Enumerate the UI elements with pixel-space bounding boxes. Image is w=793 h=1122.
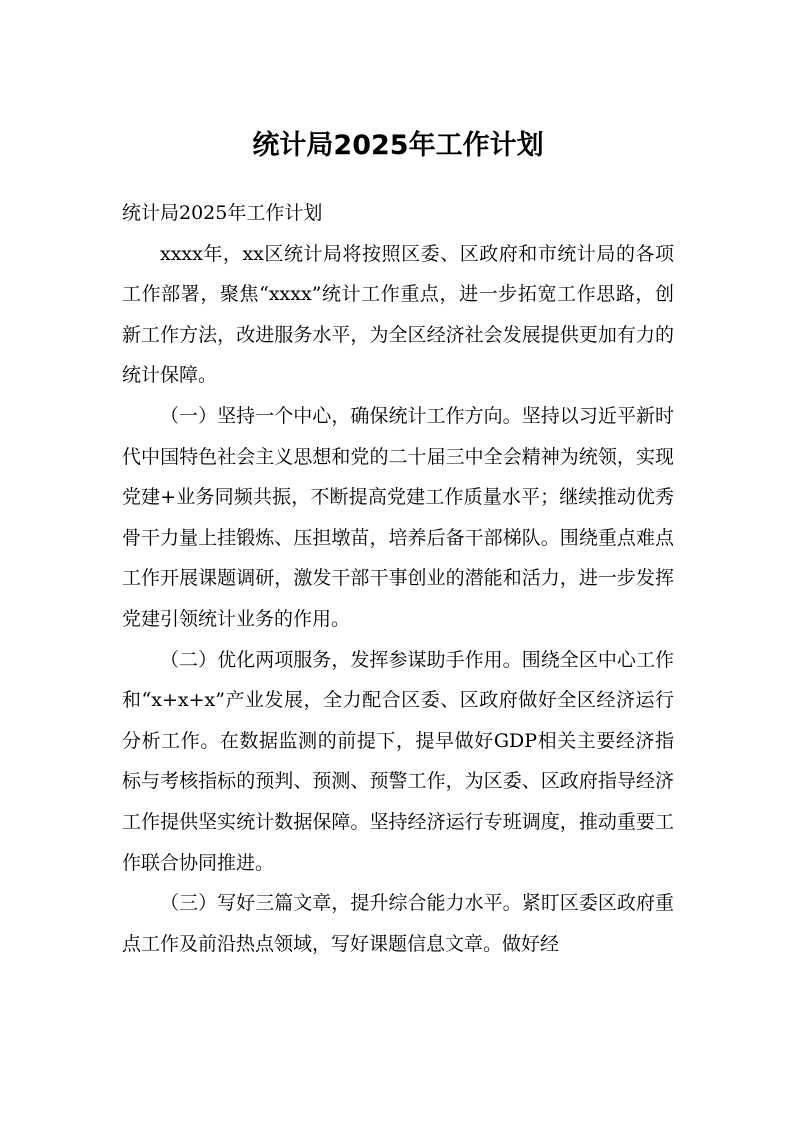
paragraph-section-2: （二）优化两项服务，发挥参谋助手作用。围绕全区中心工作和“x+x+x”产业发展，全力配合区委、区政府做好全区经济运行分析工作。在数据监测的前提下，提早做好GDP相关主要经济指标与考核指标的预判、预测、预警工作，为区委、区政府指导经济工作提供坚实统计数据保障。坚持经济运行专班调度，推动重要工作联合协同推进。	[122, 648, 674, 874]
paragraph-intro: xxxx年，xx区统计局将按照区委、区政府和市统计局的各项工作部署，聚焦“xxxx”统计工作重点，进一步拓宽工作思路，创新工作方法，改进服务水平，为全区经济社会发展提供更加有力的统计保障。	[122, 242, 674, 387]
document-title: 统计局2025年工作计划	[252, 130, 544, 161]
document-body	[122, 193, 674, 964]
paragraph-section-1: （一）坚持一个中心，确保统计工作方向。坚持以习近平新时代中国特色社会主义思想和党的二十届三中全会精神为统领，实现党建+业务同频共振，不断提高党建工作质量水平；继续推动优秀骨干力量上挂锻炼、压担墩苗，培养后备干部梯队。围绕重点难点工作开展课题调研，激发干部干事创业的潜能和活力，进一步发挥党建引领统计业务的作用。	[122, 404, 674, 630]
document-subtitle: 统计局2025年工作计划	[122, 202, 323, 224]
paragraph-section-3: （三）写好三篇文章，提升综合能力水平。紧盯区委区政府重点工作及前沿热点领域，写好课题信息文章。做好经	[122, 892, 674, 955]
